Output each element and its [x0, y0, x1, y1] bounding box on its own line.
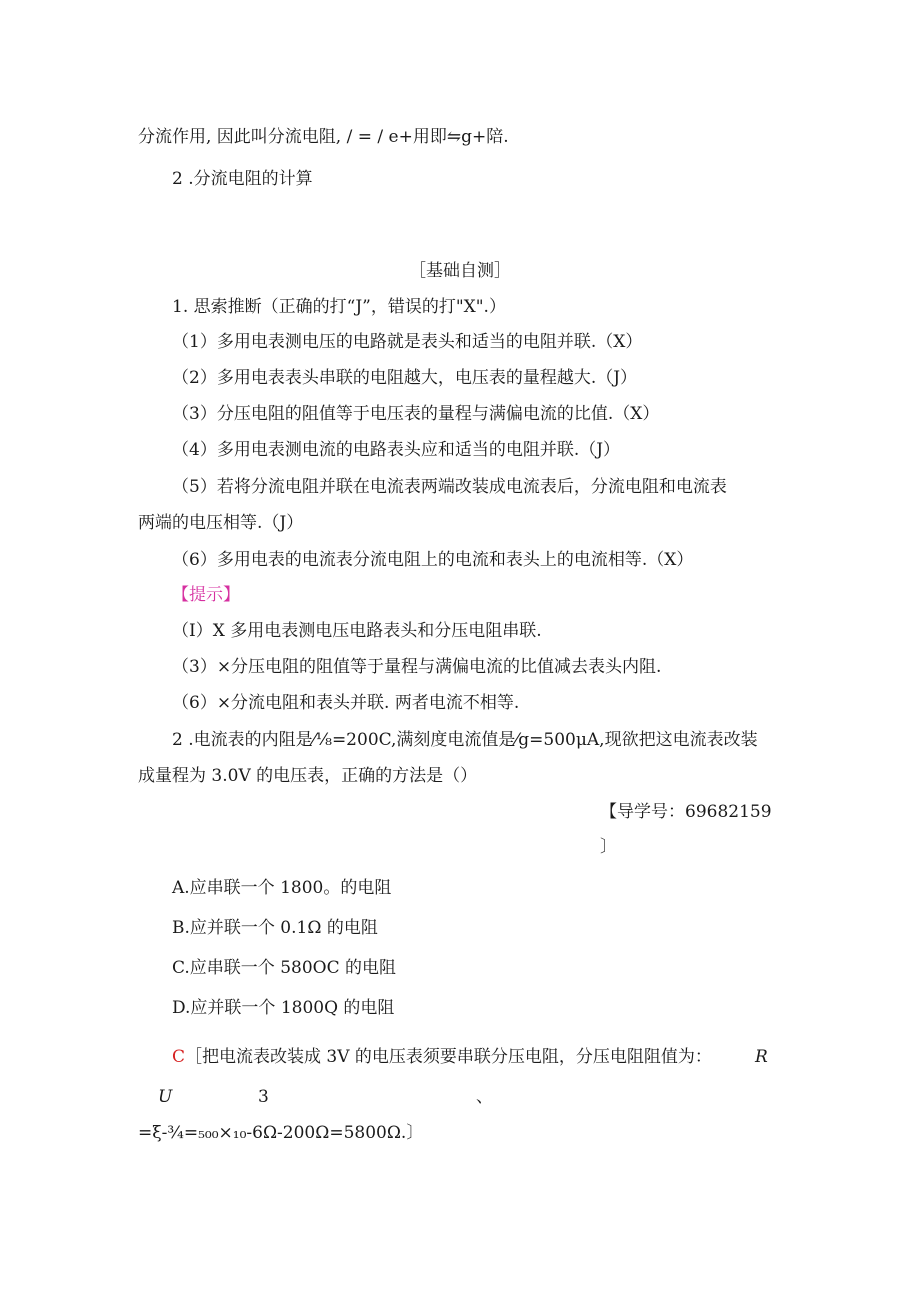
option-d: D.应并联一个 1800Q 的电阻 [172, 998, 395, 1018]
guide-number-close: 〕 [600, 837, 617, 857]
fraction-mark: 、 [476, 1087, 493, 1107]
section-title: 2 .分流电阻的计算 [172, 169, 313, 189]
fraction-numerator-3: 3 [258, 1087, 269, 1107]
question-2-line: 2 .电流表的内阻是⁄⅛=200C,满刻度电流值是⁄g=500μA,现欲把这电流表改装 [172, 730, 758, 750]
answer-text: ［把电流表改装成 3V 的电压表须要串联分压电阻，分压电阻阻值为： [185, 1047, 712, 1067]
answer-line [172, 1046, 712, 1068]
judgement-item: （1）多用电表测电压的电路就是表头和适当的电阻并联.（X） [172, 332, 643, 352]
judgement-item: （6）多用电表的电流表分流电阻上的电流和表头上的电流相等.（X） [172, 550, 694, 570]
section-heading: ［基础自测］ [409, 261, 511, 281]
intro-line: 分流作用, 因此叫分流电阻, / = / e+用即⇋g+陪. [138, 127, 509, 147]
option-b: B.应并联一个 0.1Ω 的电阻 [172, 918, 378, 938]
judgement-item: （5）若将分流电阻并联在电流表两端改装成电流表后，分流电阻和电流表 [172, 477, 727, 497]
judgement-item: （4）多用电表测电流的电路表头应和适当的电阻并联.（J） [172, 440, 621, 460]
answer-formula: =ξ-¾=₅₀₀×₁₀-6Ω-200Ω=5800Ω.〕 [138, 1123, 424, 1143]
judgement-item: （2）多用电表表头串联的电阻越大，电压表的量程越大.（J） [172, 368, 638, 388]
hint-item: （3）×分压电阻的阻值等于量程与满偏电流的比值减去表头内阻. [172, 657, 662, 677]
hint-label: 【提示】 [172, 585, 240, 605]
hint-item: （6）×分流电阻和表头并联. 两者电流不相等. [172, 693, 520, 713]
judgement-item: （3）分压电阻的阻值等于电压表的量程与满偏电流的比值.（X） [172, 404, 660, 424]
hint-item: （I）X 多用电表测电压电路表头和分压电阻串联. [172, 621, 542, 641]
question-2-line-continued: 成量程为 3.0V 的电压表，正确的方法是（） [138, 766, 478, 786]
option-a: A.应串联一个 1800。的电阻 [172, 878, 392, 898]
option-c: C.应串联一个 580OC 的电阻 [172, 958, 397, 978]
judgement-item-continued: 两端的电压相等.（J） [138, 513, 304, 533]
answer-symbol-r: R [755, 1047, 768, 1067]
guide-number: 【导学号：69682159 [600, 802, 772, 822]
fraction-numerator-u: U [158, 1087, 173, 1107]
question-1-title: 1. 思索推断（正确的打“J”，错误的打"X".） [172, 297, 506, 317]
answer-letter: C [172, 1047, 186, 1067]
